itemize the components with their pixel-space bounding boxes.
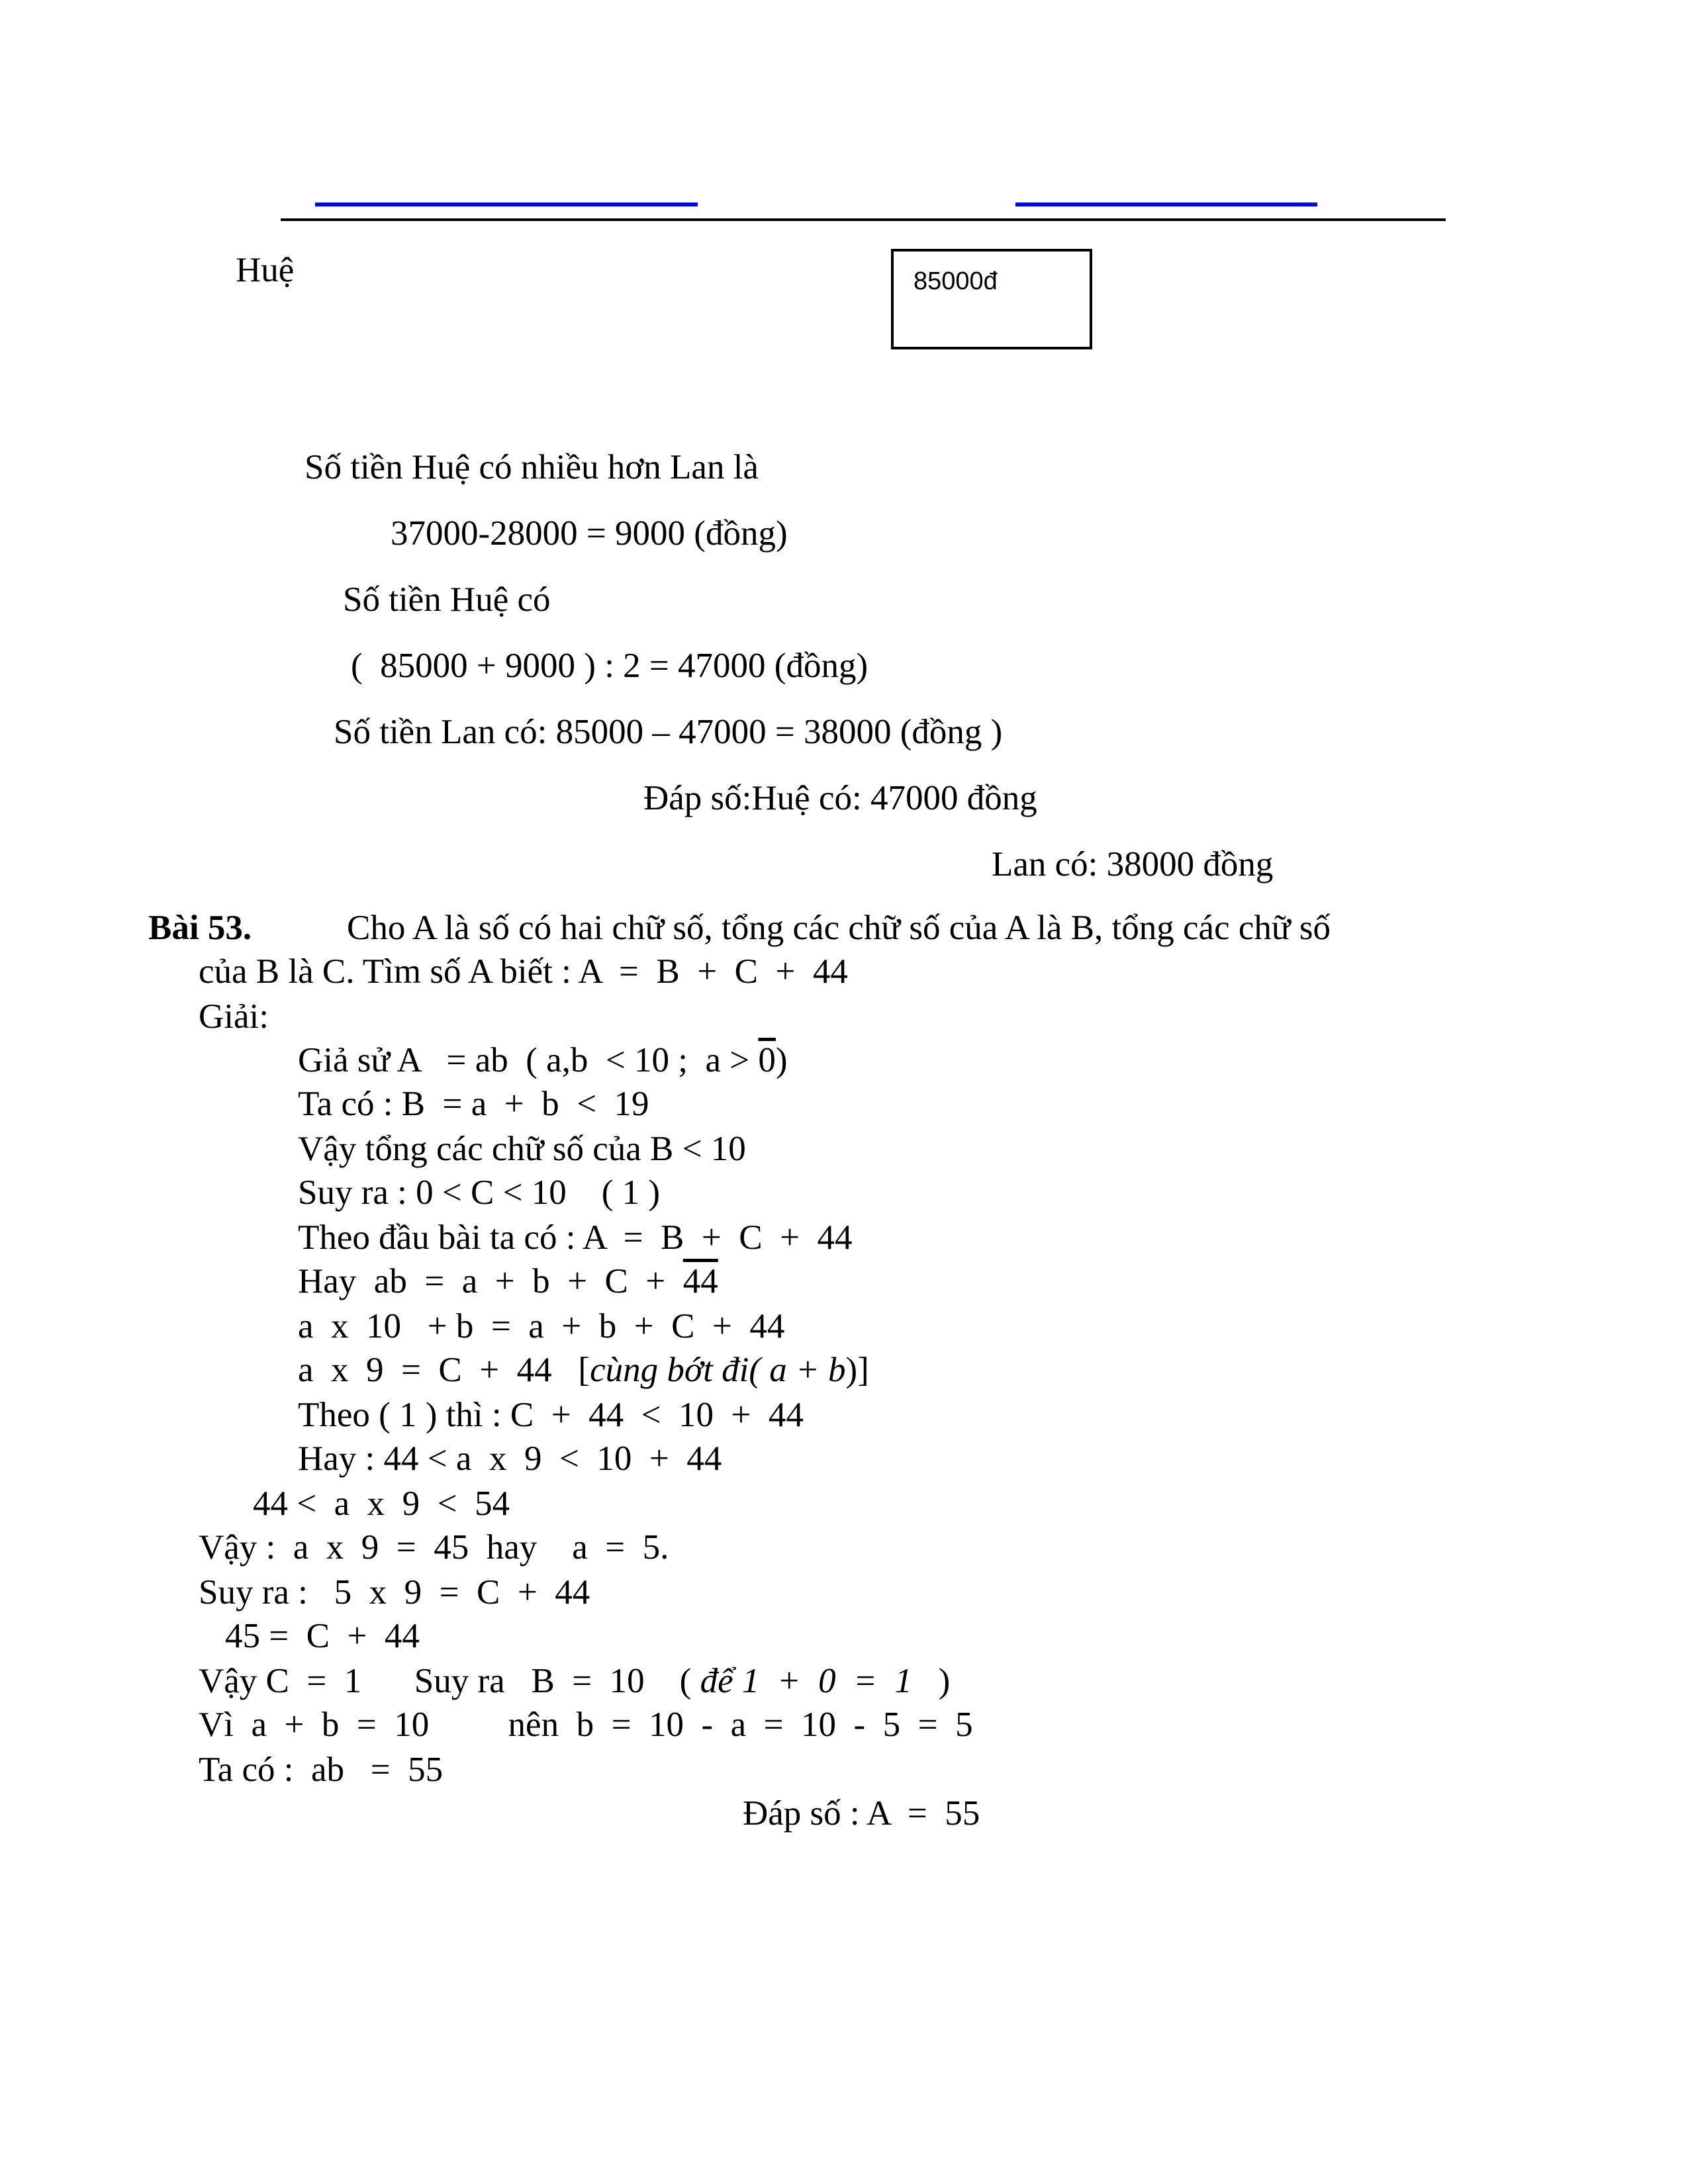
step-13: Suy ra : 5 x 9 = C + 44 xyxy=(199,1573,590,1612)
sol-line-5: Số tiền Lan có: 85000 – 47000 = 38000 (đồng ) xyxy=(334,713,1003,751)
step-5: Theo đầu bài ta có : A = B + C + 44 xyxy=(298,1218,853,1257)
step-8-end: )] xyxy=(845,1351,869,1389)
step-9: Theo ( 1 ) thì : C + 44 < 10 + 44 xyxy=(298,1396,804,1434)
step-15-end: ) xyxy=(912,1662,951,1700)
step-7: a x 10 + b = a + b + C + 44 xyxy=(298,1307,785,1345)
amount-box-label: 85000đ xyxy=(914,267,998,295)
black-rule xyxy=(281,218,1446,221)
sol-line-2: 37000-28000 = 9000 (đồng) xyxy=(391,514,788,553)
step-3: Vậy tổng các chữ số của B < 10 xyxy=(298,1130,746,1168)
problem-number: Bài 53. xyxy=(148,909,252,947)
step-11: 44 < a x 9 < 54 xyxy=(253,1484,510,1523)
step-10: Hay : 44 < a x 9 < 10 + 44 xyxy=(298,1439,722,1478)
step-16: Vì a + b = 10 nên b = 10 - a = 10 - 5 = 5 xyxy=(199,1706,973,1744)
blue-rule-left xyxy=(315,203,698,206)
amount-box xyxy=(891,249,1092,349)
step-15-main: Vậy C = 1 Suy ra B = 10 ( xyxy=(199,1662,700,1700)
problem-statement-2: của B là C. Tìm số A biết : A = B + C + 44 xyxy=(199,952,848,991)
step-6 xyxy=(298,1264,718,1299)
final-answer: Đáp số : A = 55 xyxy=(743,1794,980,1833)
sol-line-1: Số tiền Huệ có nhiều hơn Lan là xyxy=(305,448,759,486)
step-1 xyxy=(298,1043,788,1078)
step-1-overlined: 0 xyxy=(758,1041,776,1079)
step-12: Vậy : a x 9 = 45 hay a = 5. xyxy=(199,1528,669,1567)
step-15-italic: để 1 + 0 = 1 xyxy=(700,1662,912,1700)
step-1-end: ) xyxy=(775,1041,788,1079)
problem-statement-1: Cho A là số có hai chữ số, tổng các chữ số của A là B, tổng các chữ số xyxy=(347,909,1331,947)
step-8-italic: cùng bớt đi( a + b xyxy=(590,1351,846,1389)
step-14: 45 = C + 44 xyxy=(225,1617,420,1655)
step-15 xyxy=(199,1664,950,1699)
step-8-main: a x 9 = C + 44 [ xyxy=(298,1351,590,1389)
blue-rule-right xyxy=(1015,203,1317,206)
step-6-main: Hay ab = a + b + C + xyxy=(298,1262,683,1300)
problem-heading xyxy=(148,911,252,946)
solve-label: Giải: xyxy=(199,997,269,1036)
sol-answer-1: Đáp số:Huệ có: 47000 đồng xyxy=(643,779,1037,817)
sol-line-4: ( 85000 + 9000 ) : 2 = 47000 (đồng) xyxy=(351,647,868,685)
sol-answer-2: Lan có: 38000 đồng xyxy=(992,845,1274,884)
step-8 xyxy=(298,1353,869,1388)
step-2: Ta có : B = a + b < 19 xyxy=(298,1085,649,1123)
step-4: Suy ra : 0 < C < 10 ( 1 ) xyxy=(298,1173,661,1212)
sol-line-3: Số tiền Huệ có xyxy=(343,580,551,619)
step-6-overlined: 44 xyxy=(682,1262,718,1300)
step-1-main: Giả sử A = ab ( a,b < 10 ; a > xyxy=(298,1041,759,1079)
step-17: Ta có : ab = 55 xyxy=(199,1751,444,1789)
label-hue: Huệ xyxy=(236,251,295,289)
